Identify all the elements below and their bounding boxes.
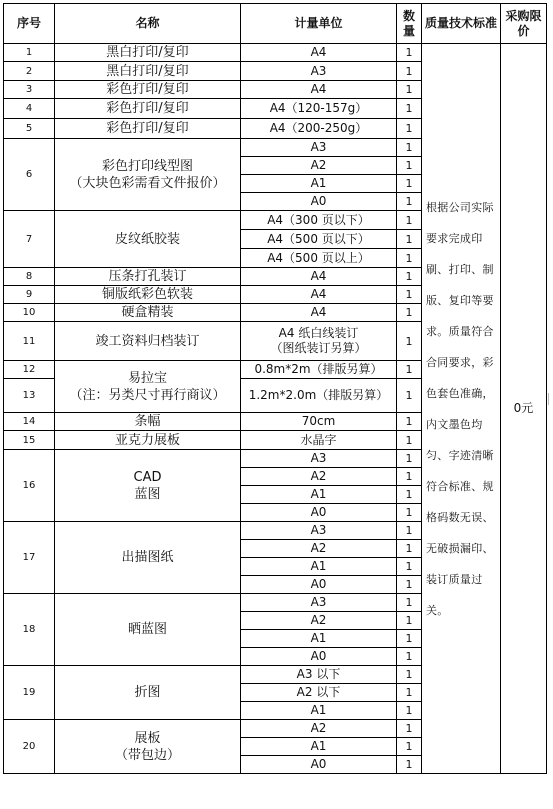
unit-cell: A3 <box>241 139 397 157</box>
qty-cell: 1 <box>397 431 422 450</box>
row-number: 5 <box>4 119 55 139</box>
unit-cell: 水晶字 <box>241 431 397 450</box>
qty-cell: 1 <box>397 558 422 576</box>
unit-cell: 1.2m*2.0m（排版另算） <box>241 379 397 413</box>
row-number: 3 <box>4 81 55 99</box>
qty-cell: 1 <box>397 230 422 249</box>
qty-cell: 1 <box>397 486 422 504</box>
row-number: 18 <box>4 594 55 666</box>
row-number: 7 <box>4 211 55 268</box>
item-name: 黑白打印/复印 <box>55 62 241 81</box>
unit-cell: A0 <box>241 756 397 774</box>
item-name: 竣工资料归档装订 <box>55 322 241 361</box>
unit-cell: A2 <box>241 157 397 175</box>
unit-cell: A4 纸白线装订 （图纸装订另算） <box>241 322 397 361</box>
row-number: 20 <box>4 720 55 774</box>
qty-cell: 1 <box>397 81 422 99</box>
item-name: 彩色打印线型图 （大块色彩需看文件报价） <box>55 139 241 211</box>
quality-standard: 根据公司实际要求完成印刷、打印、制版、复印等要求。质量符合合同要求，彩色套色准确，内文墨色均匀、字迹清晰符合标准、规格码数无误、无破损漏印、装订质量过关。 <box>422 44 501 774</box>
row-number: 11 <box>4 322 55 361</box>
unit-cell: A4（200-250g） <box>241 119 397 139</box>
unit-cell: A2 <box>241 720 397 738</box>
item-name: 压条打孔装订 <box>55 268 241 286</box>
qty-cell: 1 <box>397 468 422 486</box>
qty-cell: 1 <box>397 62 422 81</box>
unit-cell: A1 <box>241 558 397 576</box>
unit-cell: A4（300 页以下） <box>241 211 397 230</box>
qty-cell: 1 <box>397 304 422 322</box>
page-edge-marker <box>548 393 553 405</box>
qty-cell: 1 <box>397 720 422 738</box>
qty-cell: 1 <box>397 99 422 119</box>
unit-cell: A2 <box>241 612 397 630</box>
row-number: 4 <box>4 99 55 119</box>
qty-cell: 1 <box>397 139 422 157</box>
unit-cell: A4（500 页以上） <box>241 249 397 268</box>
unit-cell: A4 <box>241 286 397 304</box>
unit-cell: A3 <box>241 594 397 612</box>
qty-cell: 1 <box>397 379 422 413</box>
row-number: 17 <box>4 522 55 594</box>
item-name: 彩色打印/复印 <box>55 119 241 139</box>
item-name: 展板 （带包边） <box>55 720 241 774</box>
qty-cell: 1 <box>397 413 422 431</box>
qty-cell: 1 <box>397 666 422 684</box>
header-unit: 计量单位 <box>241 4 397 44</box>
row-number: 13 <box>4 379 55 413</box>
item-name: 晒蓝图 <box>55 594 241 666</box>
row-number: 12 <box>4 361 55 379</box>
item-name: 彩色打印/复印 <box>55 81 241 99</box>
qty-cell: 1 <box>397 119 422 139</box>
unit-cell: A2 <box>241 468 397 486</box>
header-name: 名称 <box>55 4 241 44</box>
unit-cell: 0.8m*2m（排版另算） <box>241 361 397 379</box>
unit-cell: A1 <box>241 702 397 720</box>
qty-cell: 1 <box>397 450 422 468</box>
item-name: 折图 <box>55 666 241 720</box>
row-number: 16 <box>4 450 55 522</box>
unit-cell: A4 <box>241 304 397 322</box>
qty-cell: 1 <box>397 756 422 774</box>
row-number: 19 <box>4 666 55 720</box>
qty-cell: 1 <box>397 540 422 558</box>
qty-cell: 1 <box>397 612 422 630</box>
unit-cell: A0 <box>241 648 397 666</box>
qty-cell: 1 <box>397 648 422 666</box>
header-row <box>4 4 547 44</box>
unit-cell: 70cm <box>241 413 397 431</box>
header-price: 采购限价 <box>501 4 547 44</box>
unit-cell: A4（120-157g） <box>241 99 397 119</box>
row-number: 15 <box>4 431 55 450</box>
unit-cell: A2 以下 <box>241 684 397 702</box>
item-name: 铜版纸彩色软装 <box>55 286 241 304</box>
item-name: CAD 蓝图 <box>55 450 241 522</box>
qty-cell: 1 <box>397 504 422 522</box>
qty-cell: 1 <box>397 249 422 268</box>
unit-cell: A1 <box>241 486 397 504</box>
item-name: 皮纹纸胶装 <box>55 211 241 268</box>
unit-cell: A1 <box>241 630 397 648</box>
qty-cell: 1 <box>397 702 422 720</box>
qty-cell: 1 <box>397 738 422 756</box>
item-name: 出描图纸 <box>55 522 241 594</box>
row-number: 14 <box>4 413 55 431</box>
row-number: 8 <box>4 268 55 286</box>
header-no: 序号 <box>4 4 55 44</box>
unit-cell: A0 <box>241 504 397 522</box>
item-name: 硬盒精装 <box>55 304 241 322</box>
qty-cell: 1 <box>397 630 422 648</box>
unit-cell: A0 <box>241 576 397 594</box>
unit-cell: A3 以下 <box>241 666 397 684</box>
item-name: 彩色打印/复印 <box>55 99 241 119</box>
item-name: 亚克力展板 <box>55 431 241 450</box>
row-number: 1 <box>4 44 55 62</box>
qty-cell: 1 <box>397 594 422 612</box>
unit-cell: A1 <box>241 738 397 756</box>
qty-cell: 1 <box>397 157 422 175</box>
header-standard: 质量技术标准 <box>422 4 501 44</box>
price-limit: 0元 <box>501 44 547 774</box>
unit-cell: A3 <box>241 522 397 540</box>
unit-cell: A2 <box>241 540 397 558</box>
unit-cell: A1 <box>241 175 397 193</box>
item-name: 条幅 <box>55 413 241 431</box>
unit-cell: A4 <box>241 81 397 99</box>
qty-cell: 1 <box>397 684 422 702</box>
qty-cell: 1 <box>397 193 422 211</box>
unit-cell: A4 <box>241 44 397 62</box>
row-number: 9 <box>4 286 55 304</box>
qty-cell: 1 <box>397 322 422 361</box>
row-number: 10 <box>4 304 55 322</box>
qty-cell: 1 <box>397 268 422 286</box>
unit-cell: A3 <box>241 62 397 81</box>
qty-cell: 1 <box>397 361 422 379</box>
unit-cell: A4（500 页以下） <box>241 230 397 249</box>
row-number: 2 <box>4 62 55 81</box>
qty-cell: 1 <box>397 576 422 594</box>
row-number: 6 <box>4 139 55 211</box>
header-qty: 数量 <box>397 4 422 44</box>
qty-cell: 1 <box>397 522 422 540</box>
unit-cell: A3 <box>241 450 397 468</box>
qty-cell: 1 <box>397 44 422 62</box>
item-name: 黑白打印/复印 <box>55 44 241 62</box>
table-row <box>4 44 547 62</box>
unit-cell: A4 <box>241 268 397 286</box>
qty-cell: 1 <box>397 286 422 304</box>
procurement-table <box>3 3 547 774</box>
qty-cell: 1 <box>397 211 422 230</box>
qty-cell: 1 <box>397 175 422 193</box>
item-name: 易拉宝 （注：另类尺寸再行商议） <box>55 361 241 413</box>
unit-cell: A0 <box>241 193 397 211</box>
